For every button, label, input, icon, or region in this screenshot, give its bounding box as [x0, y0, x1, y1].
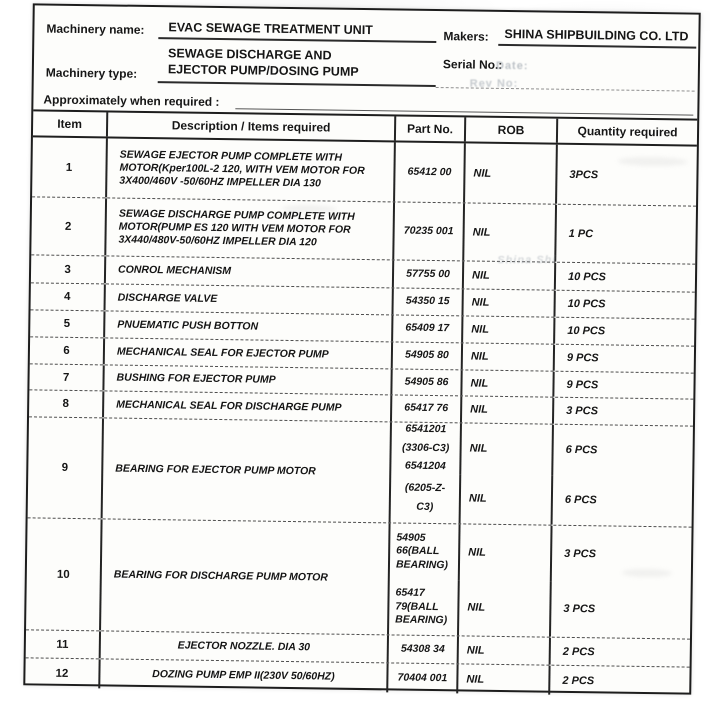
- part-no-cell: [389, 635, 459, 663]
- part-sub-rows: [393, 315, 694, 345]
- quantity-cell: 6 PCS: [565, 444, 598, 457]
- part-sub-row: [389, 635, 690, 666]
- part-no-cell: [391, 422, 462, 473]
- part-no-cell: [394, 202, 465, 260]
- item-description: [107, 138, 396, 201]
- rob-cell: NIL: [463, 316, 555, 343]
- quantity-cell: 3 PCS: [563, 603, 596, 616]
- quantity-cell: 3PCS: [569, 168, 599, 181]
- rob-cell: NIL: [459, 580, 552, 637]
- part-sub-row: [391, 473, 693, 527]
- column-header-rob: ROB: [466, 117, 558, 142]
- part-no-line: 65409 17: [405, 321, 450, 335]
- form-header: [33, 5, 698, 116]
- part-sub-row: [393, 342, 694, 372]
- faint-date-stamp: Date:: [495, 59, 529, 73]
- quantity-cell: 3 PCS: [564, 547, 597, 561]
- machinery-type-line1: SEWAGE DISCHARGE AND: [168, 46, 332, 63]
- part-no-cell: [391, 473, 462, 523]
- machinery-type-line2: EJECTOR PUMP/DOSING PUMP: [167, 62, 359, 79]
- item-description: [101, 519, 391, 634]
- parts-table: [25, 109, 697, 692]
- description-line: PNUEMATIC PUSH BOTTON: [117, 318, 259, 333]
- part-no-line: 57755 00: [406, 267, 451, 280]
- rob-cell: NIL: [461, 474, 554, 525]
- description-line: BUSHING FOR EJECTOR PUMP: [116, 371, 276, 386]
- description-line: MECHANICAL SEAL FOR DISCHARGE PUMP: [116, 398, 342, 414]
- part-no-line: 54350 15: [405, 294, 450, 308]
- part-sub-row: [392, 369, 693, 398]
- machinery-type-value: [158, 45, 437, 87]
- makers-value: SHINA SHIPBUILDING CO. LTD: [498, 27, 696, 49]
- rob-cell: NIL: [462, 396, 554, 423]
- item-number: 5: [30, 310, 105, 337]
- part-sub-row: [391, 422, 693, 477]
- faint-rev-no-stamp: Rev No:: [469, 77, 519, 90]
- part-sub-rows: [389, 523, 692, 638]
- item-number: 4: [31, 283, 106, 310]
- rob-cell: NIL: [462, 370, 554, 396]
- description-line: EJECTOR NOZZLE. DIA 30: [177, 639, 311, 654]
- column-header-quantity: Quantity required: [577, 123, 678, 140]
- part-no-cell: [394, 260, 464, 288]
- rob-cell: NIL: [464, 203, 557, 261]
- item-number: 12: [25, 658, 100, 688]
- part-no-line: 54308 34: [400, 642, 445, 655]
- item-number: 3: [31, 255, 106, 283]
- quantity-cell: 10 PCS: [567, 270, 607, 283]
- item-description: [104, 391, 392, 421]
- part-sub-rows: [393, 342, 694, 372]
- table-row: [31, 197, 696, 267]
- quantity-cell: 2 PCS: [562, 645, 595, 658]
- item-description: [105, 311, 393, 341]
- rob-cell: NIL: [463, 343, 555, 370]
- part-sub-row: [395, 142, 697, 205]
- part-no-line: 65417: [395, 586, 425, 599]
- description-line: MOTOR(Kper100L-2 120, WITH VEM MOTOR FOR: [119, 161, 365, 178]
- part-sub-rows: [389, 635, 690, 666]
- part-no-line: 6541201: [405, 422, 447, 436]
- description-line: MECHANICAL SEAL FOR EJECTOR PUMP: [116, 345, 329, 361]
- part-no-line: 65417 76: [404, 401, 449, 415]
- part-sub-row: [393, 288, 694, 318]
- part-no-line: BEARING): [395, 557, 449, 571]
- part-no-line: 79(BALL: [395, 599, 439, 613]
- rob-cell: NIL: [461, 423, 554, 475]
- item-description: [100, 659, 388, 692]
- item-description: [104, 365, 392, 394]
- part-no-line: 70404 001: [397, 671, 448, 684]
- rob-cell: NIL: [460, 524, 553, 581]
- part-no-line: (6205-Z-: [404, 481, 446, 495]
- part-sub-rows: [392, 369, 693, 398]
- quantity-cell: 9 PCS: [566, 351, 599, 365]
- quantity-cell: 2 PCS: [562, 674, 595, 687]
- part-sub-row: [392, 395, 693, 425]
- quantity-cell: 3 PCS: [566, 404, 599, 418]
- description-line: CONROL MECHANISM: [118, 263, 232, 278]
- part-sub-rows: [392, 395, 693, 425]
- part-no-cell: [390, 523, 461, 579]
- part-sub-rows: [391, 422, 693, 526]
- quantity-cell: 10 PCS: [567, 297, 606, 311]
- column-header-description: Description / Items required: [108, 112, 396, 140]
- item-description: [103, 418, 392, 522]
- part-sub-row: [393, 315, 694, 345]
- rob-cell: NIL: [458, 664, 550, 694]
- item-description: [105, 338, 393, 368]
- makers-label: Makers:: [443, 29, 489, 44]
- description-line: DOZING PUMP EMP II(230V 50/60HZ): [152, 668, 335, 683]
- machinery-name-label: Machinery name:: [46, 21, 145, 37]
- table-row: [28, 417, 693, 527]
- part-sub-row: [388, 663, 689, 696]
- item-number: 9: [28, 417, 104, 518]
- machinery-type-label: Machinery type:: [45, 65, 138, 81]
- part-no-line: (3306-C3): [401, 441, 450, 454]
- item-description: [106, 256, 394, 287]
- quantity-cell: 10 PCS: [567, 324, 606, 338]
- approx-when-required-label: Approximately when required :: [43, 92, 220, 109]
- part-no-line: 70235 001: [403, 224, 454, 238]
- part-sub-rows: [388, 663, 689, 696]
- description-line: BEARING FOR DISCHARGE PUMP MOTOR: [113, 568, 328, 584]
- description-line: MOTOR(PUMP ES 120 WITH VEM MOTOR FOR: [118, 220, 351, 236]
- part-no-line: 65412 00: [407, 165, 452, 178]
- quantity-cell: 1 PC: [568, 227, 594, 240]
- part-no-cell: [393, 315, 463, 342]
- parts-table-body: [25, 137, 697, 696]
- column-header-item: Item: [33, 111, 108, 136]
- part-no-line: 6541204: [404, 459, 446, 473]
- item-description: [106, 198, 395, 259]
- faint-shipyard-stamp: Shina Shi: [497, 254, 557, 267]
- part-no-cell: [388, 663, 458, 693]
- part-no-line: 54905 80: [404, 348, 449, 362]
- part-no-cell: [389, 579, 460, 635]
- part-no-line: C3): [416, 500, 434, 513]
- part-no-cell: [395, 142, 466, 202]
- item-description: [106, 284, 394, 314]
- part-no-cell: [392, 369, 462, 395]
- part-no-line: 54905: [396, 530, 426, 544]
- description-line: SEWAGE EJECTOR PUMP COMPLETE WITH: [119, 148, 343, 164]
- machinery-name-value: EVAC SEWAGE TREATMENT UNIT: [158, 20, 436, 43]
- table-row: [32, 137, 697, 206]
- item-number: 11: [26, 630, 101, 658]
- description-line: SEWAGE DISCHARGE PUMP COMPLETE WITH: [118, 207, 355, 223]
- column-header-part-no: Part No.: [396, 116, 466, 141]
- rob-cell: NIL: [459, 636, 551, 664]
- item-number: 2: [31, 197, 107, 255]
- item-number: 10: [26, 518, 103, 630]
- quantity-cell: 6 PCS: [564, 494, 597, 507]
- table-row: [26, 518, 691, 639]
- part-no-cell: [392, 395, 462, 422]
- description-line: BEARING FOR EJECTOR PUMP MOTOR: [115, 462, 316, 477]
- part-no-cell: [393, 342, 463, 369]
- part-sub-rows: [395, 142, 697, 205]
- rob-cell: NIL: [464, 261, 556, 289]
- quantity-cell: 9 PCS: [566, 378, 599, 391]
- item-number: 1: [32, 137, 108, 197]
- item-number: 8: [29, 390, 104, 417]
- rob-cell: NIL: [465, 143, 558, 203]
- item-number: 6: [30, 337, 105, 364]
- description-line: DISCHARGE VALVE: [117, 291, 218, 305]
- part-sub-rows: [393, 288, 694, 318]
- part-no-line: BEARING): [395, 613, 448, 627]
- part-no-line: 54905 86: [404, 375, 449, 388]
- description-line: 3X440/480V-50/60HZ IMPELLER DIA 120: [118, 233, 317, 249]
- description-line: 3X400/460V -50/60HZ IMPELLER DIA 130: [119, 174, 321, 190]
- part-no-cell: [393, 288, 463, 315]
- rob-cell: NIL: [463, 289, 555, 316]
- part-sub-row: [389, 579, 691, 639]
- spare-parts-requisition-form: [23, 3, 700, 694]
- item-number: 7: [29, 364, 104, 390]
- item-description: [101, 631, 389, 662]
- part-no-line: 66(BALL: [396, 544, 440, 558]
- serial-no-label: Serial No.:: [442, 57, 503, 72]
